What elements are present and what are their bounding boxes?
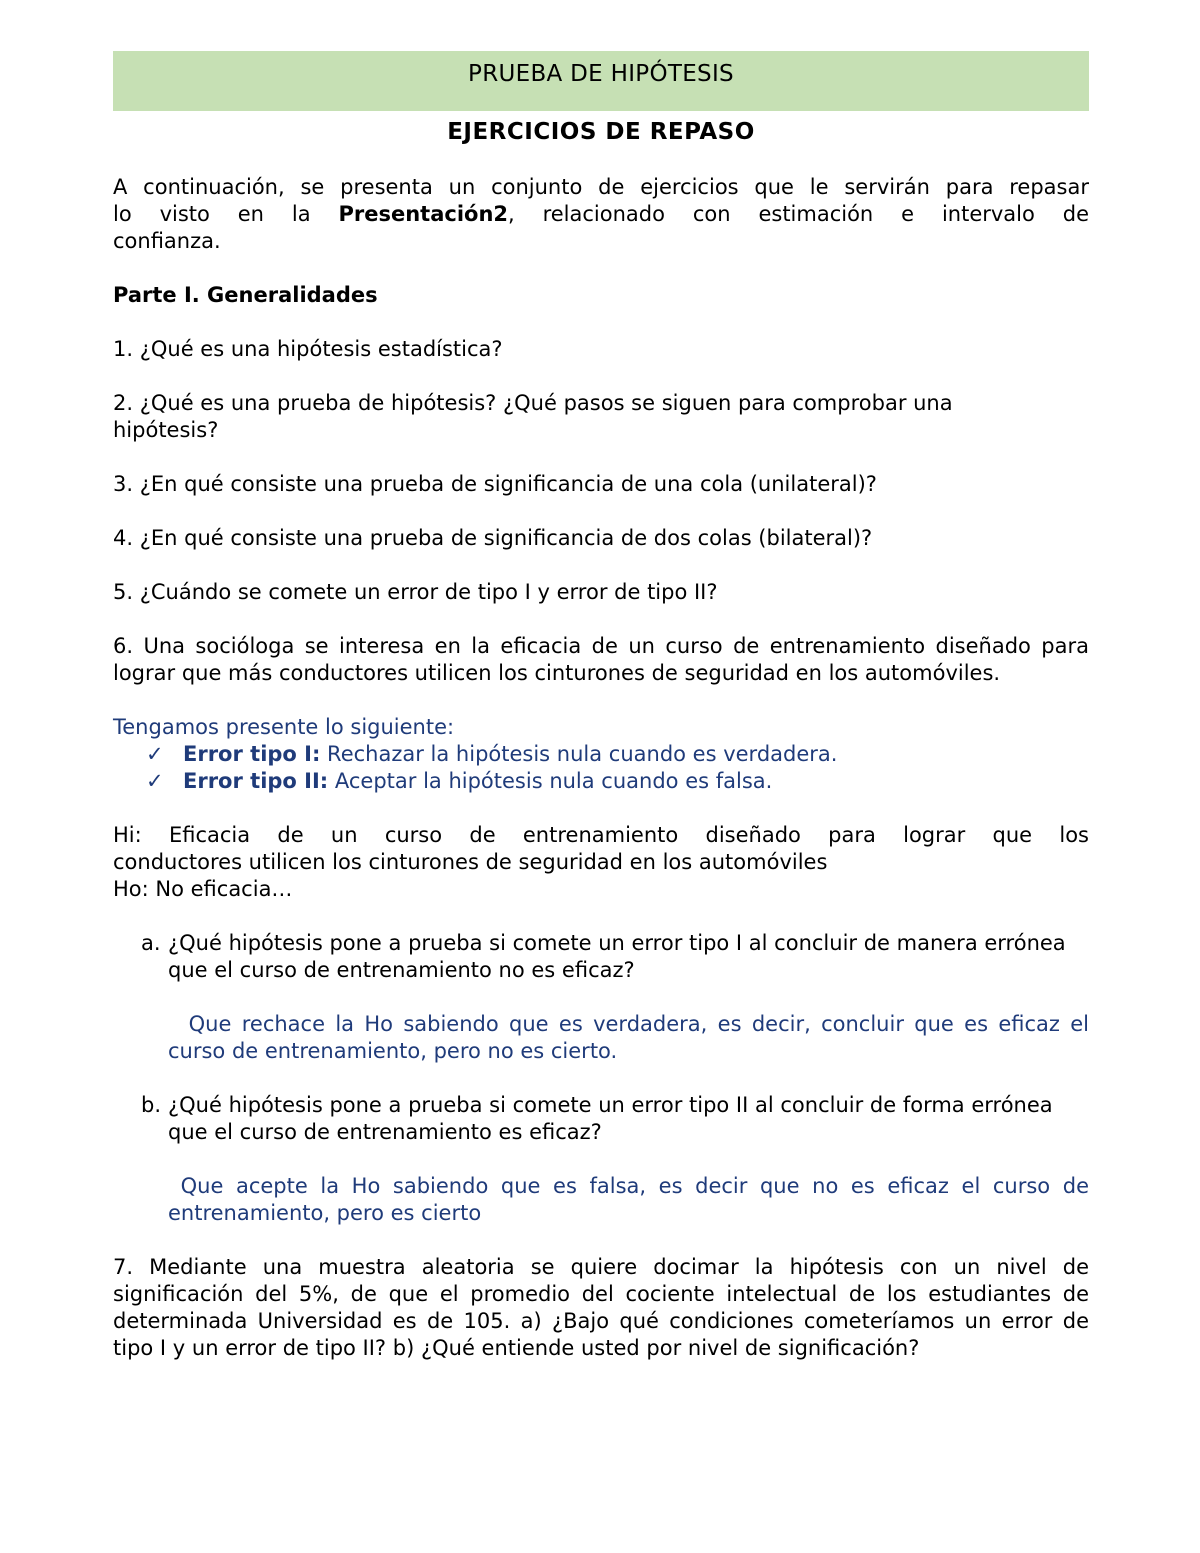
- spacer: [113, 1227, 1089, 1254]
- list-marker: b.: [141, 1093, 162, 1117]
- page-title: EJERCICIOS DE REPASO: [447, 119, 755, 145]
- spacer: [113, 255, 1089, 282]
- hypothesis-hi-line-1: Hi: Eficacia de un curso de entrenamiento diseñado para lograr que los: [113, 823, 1089, 847]
- question-3: 3. ¿En qué consiste una prueba de significancia de una cola (unilateral)?: [113, 472, 877, 496]
- list-marker: a.: [141, 931, 161, 955]
- hypothesis-hi-line-2: conductores utilicen los cinturones de seguridad en los automóviles: [113, 850, 828, 874]
- spacer: [113, 687, 1089, 714]
- sub-question-b: [113, 1092, 1089, 1146]
- error-type-text: Aceptar la hipótesis nula cuando es falsa.: [328, 769, 773, 793]
- spacer: [113, 795, 1089, 822]
- spacer: [113, 984, 1089, 1011]
- intro-text: lo visto en la: [113, 202, 339, 226]
- spacer: [113, 444, 1089, 471]
- checkmark-icon: ✓: [146, 769, 164, 793]
- sub-question-text: ¿Qué hipótesis pone a prueba si comete un error tipo II al concluir de forma errónea que el curso de entrenamiento es eficaz?: [168, 1093, 1053, 1144]
- spacer: [113, 363, 1089, 390]
- sub-question-a: [113, 930, 1089, 984]
- spacer: [113, 1146, 1089, 1173]
- question-6: 6. Una socióloga se interesa en la eficacia de un curso de entrenamiento diseñado para lograr que más conductores utilicen los cinturones de seguridad en los automóviles.: [113, 634, 1089, 685]
- question-2: 2. ¿Qué es una prueba de hipótesis? ¿Qué pasos se siguen para comprobar una hipótesis?: [113, 391, 953, 442]
- section-heading: Parte I. Generalidades: [113, 283, 378, 307]
- question-5: 5. ¿Cuándo se comete un error de tipo I y error de tipo II?: [113, 580, 718, 604]
- error-type-label: Error tipo I:: [183, 742, 321, 766]
- intro-line-2: [113, 201, 1089, 228]
- spacer: [113, 1065, 1089, 1092]
- spacer: [113, 147, 1089, 174]
- spacer: [113, 498, 1089, 525]
- question-1: 1. ¿Qué es una hipótesis estadística?: [113, 337, 503, 361]
- spacer: [113, 606, 1089, 633]
- question-7: 7. Mediante una muestra aleatoria se quiere docimar la hipótesis con un nivel de significación del 5%, de que el promedio del cociente intelectual de los estudiantes de determinada Universidad es de 105. a) ¿Bajo qué condiciones cometeríamos un error de tipo I y un error de tipo II? b) ¿Qué entiende usted por nivel de significación?: [113, 1255, 1089, 1360]
- intro-text: , relacionado con estimación e intervalo de: [508, 202, 1090, 226]
- error-type-list: [113, 741, 1089, 795]
- document-content: [113, 51, 1096, 1362]
- list-item: [113, 768, 1089, 795]
- question-4: 4. ¿En qué consiste una prueba de significancia de dos colas (bilateral)?: [113, 526, 873, 550]
- spacer: [113, 903, 1089, 930]
- hypothesis-ho: Ho: No eficacia…: [113, 877, 293, 901]
- intro-line-3: confianza.: [113, 229, 221, 253]
- title-banner: PRUEBA DE HIPÓTESIS: [113, 51, 1089, 111]
- checkmark-icon: ✓: [146, 742, 164, 766]
- presentation-reference: Presentación2: [338, 202, 509, 226]
- answer-b: Que acepte la Ho sabiendo que es falsa, es decir que no es eficaz el curso de entrenamiento, pero es cierto: [168, 1174, 1096, 1225]
- spacer: [113, 309, 1089, 336]
- spacer: [113, 552, 1089, 579]
- answer-a: Que rechace la Ho sabiendo que es verdadera, es decir, concluir que es eficaz el curso de entrenamiento, pero no es cierto.: [168, 1012, 1096, 1063]
- error-type-text: Rechazar la hipótesis nula cuando es verdadera.: [320, 742, 838, 766]
- error-type-label: Error tipo II:: [183, 769, 329, 793]
- sub-question-text: ¿Qué hipótesis pone a prueba si comete un error tipo I al concluir de manera errónea que el curso de entrenamiento no es eficaz?: [168, 931, 1066, 982]
- intro-line-1: A continuación, se presenta un conjunto de ejercicios que le servirán para repasar: [113, 175, 1089, 199]
- note-lead: Tengamos presente lo siguiente:: [113, 715, 455, 739]
- list-item: [113, 741, 1089, 768]
